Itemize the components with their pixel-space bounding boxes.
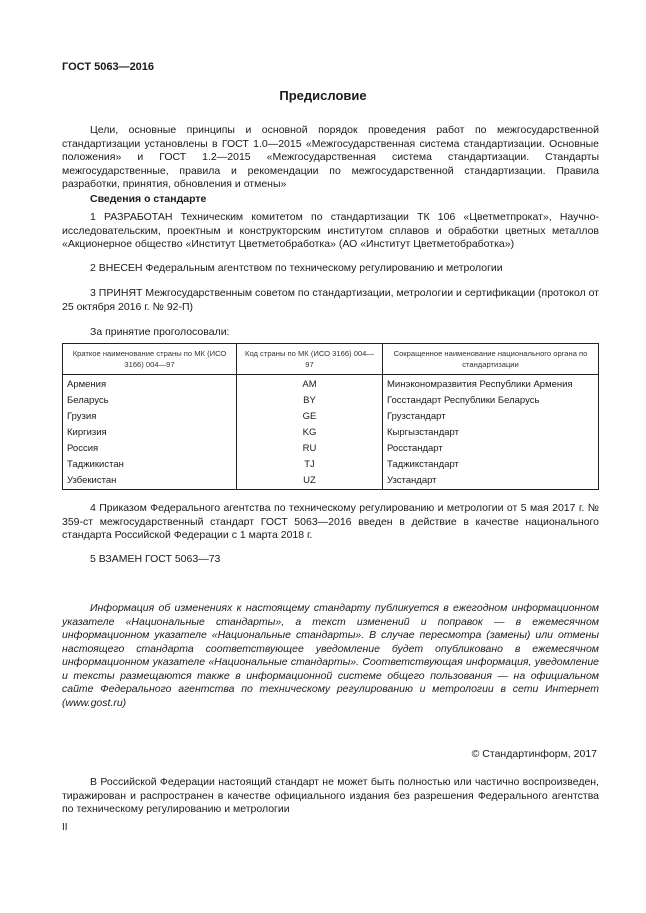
- vote-label: За принятие проголосовали:: [90, 326, 230, 338]
- standards-body-cell: Грузстандарт: [383, 409, 599, 425]
- country-name-cell: Беларусь: [63, 393, 237, 409]
- country-name-cell: Россия: [63, 441, 237, 457]
- table-row: [63, 425, 599, 441]
- country-code-cell: BY: [237, 393, 383, 409]
- standards-body-cell: Узстандарт: [383, 473, 599, 490]
- page-number: II: [62, 822, 68, 833]
- item-3-paragraph: 3 ПРИНЯТ Межгосударственным советом по стандартизации, метрологии и сертификации (протокол от 25 октября 2016 г. № 92-П): [62, 287, 599, 313]
- info-heading: Сведения о стандарте: [90, 193, 207, 205]
- table-row: [63, 441, 599, 457]
- table-row: [63, 393, 599, 409]
- table-row: [63, 457, 599, 473]
- table-header-cell: Сокращенное наименование национального органа по стандартизации: [383, 344, 599, 375]
- country-name-cell: Армения: [63, 375, 237, 394]
- table-row: [63, 473, 599, 490]
- item-2-paragraph: 2 ВНЕСЕН Федеральным агентством по техническому регулированию и метрологии: [90, 262, 503, 274]
- country-code-cell: TJ: [237, 457, 383, 473]
- footer-paragraph: В Российской Федерации настоящий стандарт не может быть полностью или частично воспроизведен, тиражирован и распространен в качестве официального издания без разрешения Федерального агентства по техническому регулированию и метрологии: [62, 776, 599, 815]
- item-5-text: 5 ВЗАМЕН ГОСТ 5063—73: [90, 553, 221, 565]
- table-row: [63, 375, 599, 394]
- page-title: Предисловие: [279, 88, 367, 103]
- standards-body-cell: Таджикстандарт: [383, 457, 599, 473]
- country-name-cell: Узбекистан: [63, 473, 237, 490]
- item-4-paragraph: 4 Приказом Федерального агентства по техническому регулированию и метрологии от 5 мая 2017 г. № 359-ст межгосударственный стандарт ГОСТ 5063—2016 введен в действие в качестве национального стандарта Российской Федерации с 1 марта 2018 г.: [62, 502, 599, 541]
- country-code-cell: RU: [237, 441, 383, 457]
- country-code-cell: KG: [237, 425, 383, 441]
- table-row: [63, 409, 599, 425]
- standards-body-cell: Росстандарт: [383, 441, 599, 457]
- country-code-cell: UZ: [237, 473, 383, 490]
- intro-paragraph: Цели, основные принципы и основной порядок проведения работ по межгосударственной стандартизации установлены в ГОСТ 1.0—2015 «Межгосударственная система стандартизации. Основные положения» и ГОСТ 1.2—2015 «Межгосударственная система стандартизации. Стандарты межгосударственные, правила и рекомендации по межгосударственной стандартизации. Правила разработки, принятия, обновления и отмены»: [62, 124, 599, 190]
- table-header-cell: Краткое наименование страны по МК (ИСО 3166) 004—97: [63, 344, 237, 375]
- country-name-cell: Киргизия: [63, 425, 237, 441]
- country-name-cell: Таджикистан: [63, 457, 237, 473]
- table-header-cell: Код страны по МК (ИСО 3166) 004—97: [237, 344, 383, 375]
- country-code-cell: AM: [237, 375, 383, 394]
- item-1-paragraph: 1 РАЗРАБОТАН Техническим комитетом по стандартизации ТК 106 «Цветметпрокат», Научно-исследовательским, проектным и конструкторским институтом сплавов и обработки цветных металлов «Акционерное общество «Институт Цветметобработка» (АО «Институт Цветметобработка»): [62, 211, 599, 250]
- country-code-cell: GE: [237, 409, 383, 425]
- voting-table: [62, 343, 599, 490]
- standards-body-cell: Минэкономразвития Республики Армения: [383, 375, 599, 394]
- copyright-text: © Стандартинформ, 2017: [471, 748, 597, 760]
- standards-body-cell: Кыргызстандарт: [383, 425, 599, 441]
- standards-body-cell: Госстандарт Республики Беларусь: [383, 393, 599, 409]
- notice-paragraph: Информация об изменениях к настоящему стандарту публикуется в ежегодном информационном указателе «Национальные стандарты», а текст изменений и поправок — в ежемесячном информационном указателе «Национальные стандарты». В случае пересмотра (замены) или отмены настоящего стандарта соответствующее уведомление будет опубликовано в ежемесячном информационном указателе «Национальные стандарты». Соответствующая информация, уведомление и тексты размещаются также в информационной системе общего пользования — на официальном сайте Федерального агентства по техническому регулированию и метрологии в сети Интернет (www.gost.ru): [62, 602, 599, 709]
- table-header-row: [63, 344, 599, 375]
- country-name-cell: Грузия: [63, 409, 237, 425]
- document-code: ГОСТ 5063—2016: [62, 61, 155, 73]
